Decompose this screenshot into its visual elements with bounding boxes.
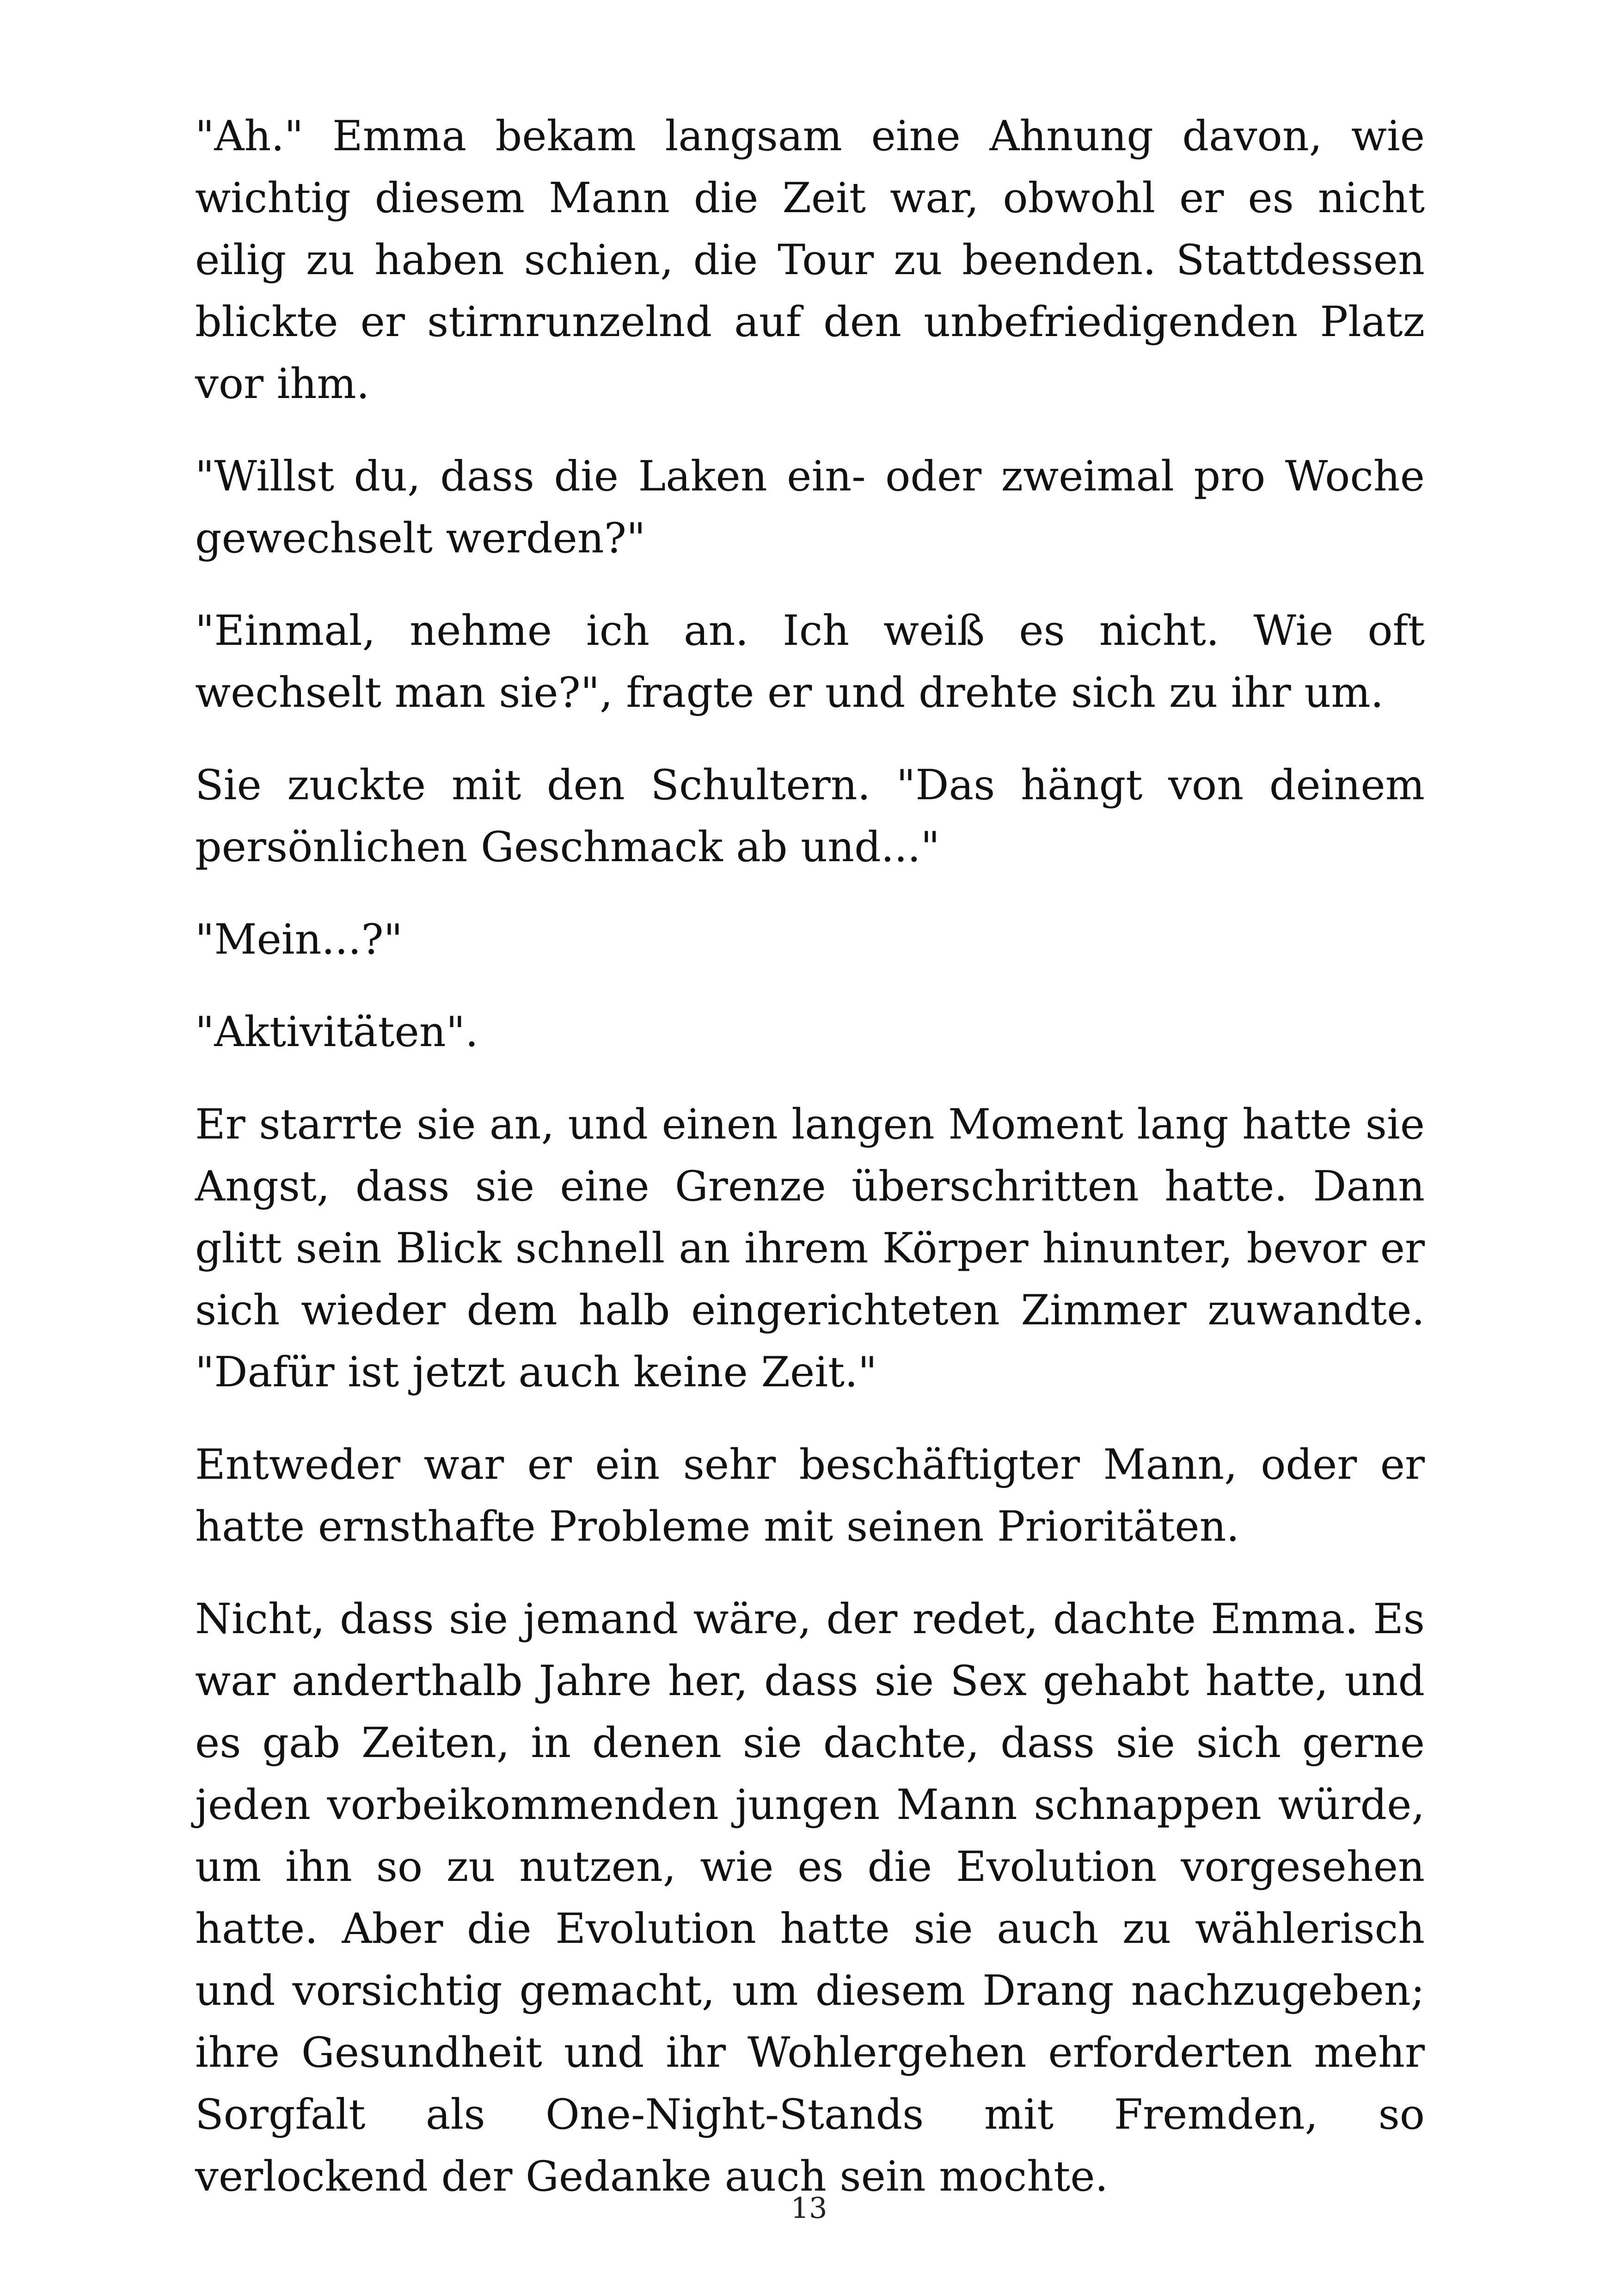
paragraph: "Aktivitäten". <box>195 1008 478 1056</box>
paragraph: "Einmal, nehme ich an. Ich weiß es nicht. Wie oft wechselt man sie?", fragte er und drehte sich zu ihr um. <box>195 606 1425 717</box>
paragraph: Er starrte sie an, und einen langen Moment lang hatte sie Angst, dass sie eine Grenze überschritten hatte. Dann glitt sein Blick schnell an ihrem Körper hinunter, bevor er sich wieder dem halb eingerichteten Zimmer zuwandte. "Dafür ist jetzt auch keine Zeit." <box>195 1100 1425 1396</box>
paragraph: "Ah." Emma bekam langsam eine Ahnung davon, wie wichtig diesem Mann die Zeit war, obwohl er es nicht eilig zu haben schien, die Tour zu beenden. Stattdessen blickte er stirnrunzelnd auf den unbefriedigenden Platz vor ihm. <box>195 112 1425 408</box>
paragraph: Nicht, dass sie jemand wäre, der redet, dachte Emma. Es war anderthalb Jahre her, dass sie Sex gehabt hatte, und es gab Zeiten, in denen sie dachte, dass sie sich gerne jeden vorbeikommenden jungen Mann schnappen würde, um ihn so zu nutzen, wie es die Evolution vorgesehen hatte. Aber die Evolution hatte sie auch zu wählerisch und vorsichtig gemacht, um diesem Drang nachzugeben; ihre Gesundheit und ihr Wohlergehen erforderten mehr Sorgfalt als One-Night-Stands mit Fremden, so verlockend der Gedanke auch sein mochte. <box>195 1595 1425 2201</box>
paragraph: "Willst du, dass die Laken ein- oder zweimal pro Woche gewechselt werden?" <box>195 452 1425 563</box>
paragraph: Sie zuckte mit den Schultern. "Das hängt von deinem persönlichen Geschmack ab und..." <box>195 761 1425 871</box>
body-text <box>195 105 1425 2238</box>
page-number: 13 <box>791 2191 827 2225</box>
paragraph: Entweder war er ein sehr beschäftigter Mann, oder er hatte ernsthafte Probleme mit seinen Prioritäten. <box>195 1440 1425 1551</box>
paragraph: "Mein...?" <box>195 915 403 964</box>
